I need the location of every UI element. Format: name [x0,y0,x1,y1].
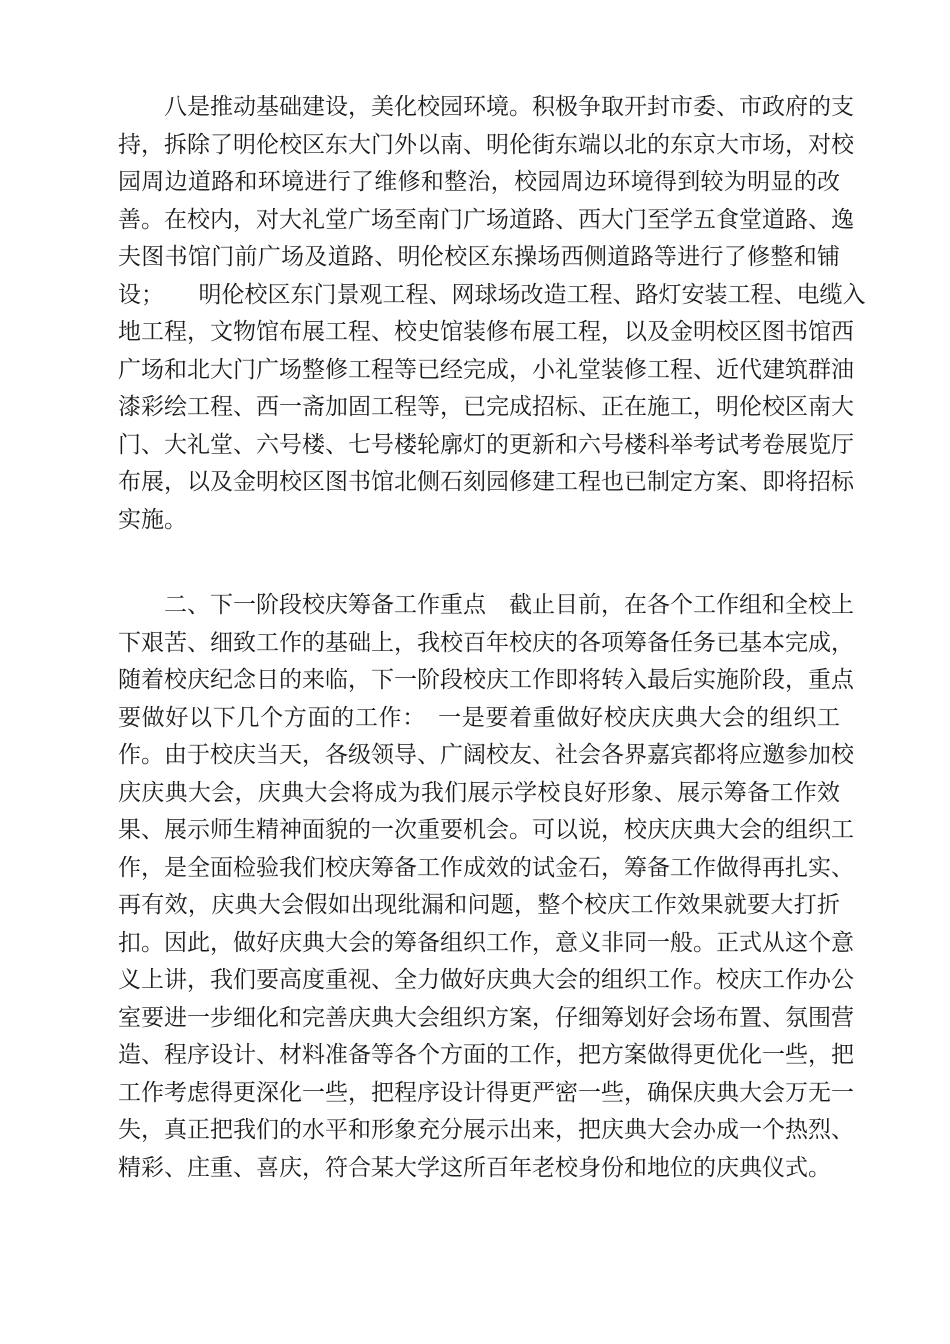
text-line: 随着校庆纪念日的来临，下一阶段校庆工作即将转入最后实施阶段，重点 [118,667,854,693]
text-line: 失，真正把我们的水平和形象充分展示出来，把庆典大会办成一个热烈、 [118,1117,854,1143]
text-line: 庆庆典大会，庆典大会将成为我们展示学校良好形象、展示筹备工作效 [118,779,840,806]
text-line: 布展，以及金明校区图书馆北侧石刻园修建工程也已制定方案、即将招标 [118,469,854,495]
text-line: 漆彩绘工程、西一斋加固工程等，已完成招标、正在施工，明伦校区南大 [118,394,854,420]
text-line: 实施。 [118,506,187,533]
text-line: 扣。因此，做好庆典大会的筹备组织工作，意义非同一般。正式从这个意 [118,929,854,956]
text-line: 精彩、庄重、喜庆，符合某大学这所百年老校身份和地位的庆典仪式。 [118,1154,831,1181]
text-line: 持，拆除了明伦校区东大门外以南、明伦街东端以北的东京大市场，对校 [118,131,854,158]
text-line: 广场和北大门广场整修工程等已经完成，小礼堂装修工程、近代建筑群油 [118,356,854,383]
text-line: 果、展示师生精神面貌的一次重要机会。可以说，校庆庆典大会的组织工 [118,817,854,843]
text-line: 工作考虑得更深化一些，把程序设计得更严密一些，确保庆典大会万无一 [118,1079,854,1106]
text-line: 再有效，庆典大会假如出现纰漏和问题，整个校庆工作效果就要大打折 [118,892,840,918]
text-line: 善。在校内，对大礼堂广场至南门广场道路、西大门至学五食堂道路、逸 [118,206,854,233]
text-line: 下艰苦、细致工作的基础上，我校百年校庆的各项筹备任务已基本完成， [118,629,854,656]
text-line: 地工程，文物馆布展工程、校史馆装修布展工程，以及金明校区图书馆西 [118,319,854,345]
text-line: 设； 明伦校区东门景观工程、网球场改造工程、路灯安装工程、电缆入 [118,281,866,308]
text-line: 作。由于校庆当天，各级领导、广阔校友、社会各界嘉宾都将应邀参加校 [118,742,854,768]
text-line: 造、程序设计、材料准备等各个方面的工作，把方案做得更优化一些，把 [118,1042,854,1068]
text-line: 义上讲，我们要高度重视、全力做好庆典大会的组织工作。校庆工作办公 [118,967,854,993]
text-line: 夫图书馆门前广场及道路、明伦校区东操场西侧道路等进行了修整和铺 [118,244,840,270]
text-line: 园周边道路和环境进行了维修和整治，校园周边环境得到较为明显的改 [118,169,840,195]
text-line: 门、大礼堂、六号楼、七号楼轮廓灯的更新和六号楼科举考试考卷展览厅 [118,431,854,458]
text-line: 室要进一步细化和完善庆典大会组织方案，仔细筹划好会场布置、氛围营 [118,1004,854,1031]
text-line: 二、下一阶段校庆筹备工作重点 截止目前，在各个工作组和全校上 [118,592,854,618]
text-line: 八是推动基础建设，美化校园环境。积极争取开封市委、市政府的支 [118,94,854,120]
paragraph-infrastructure [118,89,866,539]
text-line: 作，是全面检验我们校庆筹备工作成效的试金石，筹备工作做得再扎实、 [118,854,854,881]
text-line: 要做好以下几个方面的工作： 一是要着重做好校庆庆典大会的组织工 [118,704,840,731]
paragraph-next-stage [118,587,854,1187]
